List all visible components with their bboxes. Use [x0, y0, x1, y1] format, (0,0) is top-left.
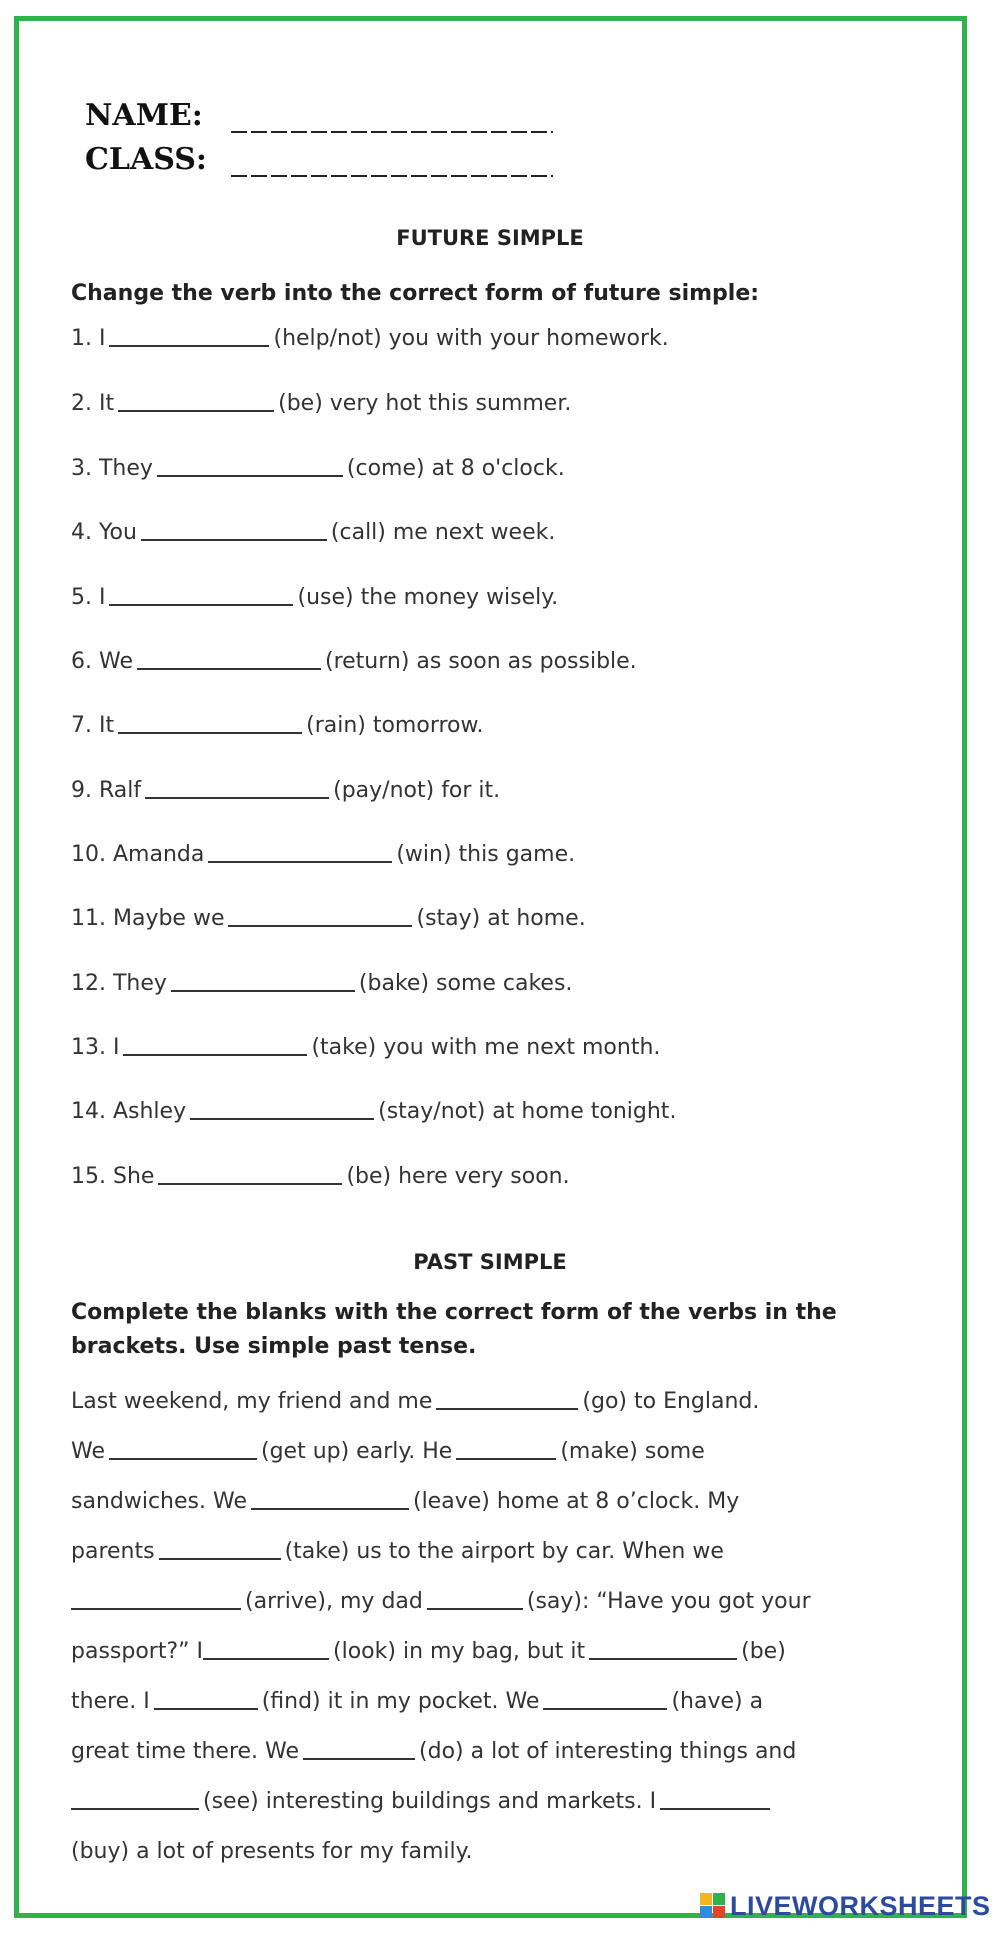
paragraph-line: great time there. We (do) a lot of interesting things and — [71, 1739, 797, 1764]
answer-blank[interactable] — [123, 1054, 307, 1056]
paragraph-line: there. I (find) it in my pocket. We (have) a — [71, 1689, 764, 1714]
paragraph-line: sandwiches. We (leave) home at 8 o’clock. My — [71, 1489, 740, 1514]
paragraph-line: Last weekend, my friend and me (go) to England. — [71, 1389, 760, 1414]
future-item-7: 7. It (rain) tomorrow. — [71, 713, 484, 738]
student-info — [85, 94, 553, 182]
paragraph-line: passport?” I (look) in my bag, but it (be) — [71, 1639, 786, 1664]
answer-blank[interactable] — [71, 1808, 199, 1810]
answer-blank[interactable] — [589, 1658, 737, 1660]
past-simple-title: PAST SIMPLE — [413, 1250, 567, 1274]
past-paragraph — [71, 1385, 931, 1885]
name-row — [85, 94, 553, 138]
answer-blank[interactable] — [543, 1708, 667, 1710]
answer-blank[interactable] — [251, 1508, 409, 1510]
future-item-10: 10. Amanda (win) this game. — [71, 842, 576, 867]
future-simple-title: FUTURE SIMPLE — [396, 226, 584, 250]
future-instruction: Change the verb into the correct form of future simple: — [71, 281, 760, 306]
brand-name: LIVEWORKSHEETS — [730, 1890, 991, 1921]
paragraph-line: (see) interesting buildings and markets. I — [71, 1785, 931, 1835]
answer-blank[interactable] — [456, 1458, 556, 1460]
past-instruction: Complete the blanks with the correct form of the verbs in the brackets. Use simple past tense. — [71, 1300, 837, 1359]
paragraph-line: (arrive), my dad (say): “Have you got your — [71, 1585, 931, 1635]
name-label: NAME: — [85, 98, 203, 133]
answer-blank[interactable] — [303, 1758, 415, 1760]
answer-blank[interactable] — [137, 668, 321, 670]
future-item-2: 2. It (be) very hot this summer. — [71, 391, 572, 416]
answer-blank[interactable] — [190, 1118, 374, 1120]
answer-blank[interactable] — [228, 925, 412, 927]
answer-blank[interactable] — [71, 1608, 241, 1610]
answer-blank[interactable] — [141, 539, 327, 541]
future-item-11: 11. Maybe we (stay) at home. — [71, 906, 586, 931]
answer-blank[interactable] — [118, 410, 274, 412]
class-row — [85, 138, 553, 182]
future-item-9: 9. Ralf (pay/not) for it. — [71, 778, 501, 803]
answer-blank[interactable] — [154, 1708, 258, 1710]
future-item-3: 3. They (come) at 8 o'clock. — [71, 456, 565, 481]
paragraph-line: (buy) a lot of presents for my family. — [71, 1839, 473, 1864]
paragraph-line: We (get up) early. He (make) some — [71, 1439, 705, 1464]
answer-blank[interactable] — [203, 1658, 329, 1660]
future-item-13: 13. I (take) you with me next month. — [71, 1035, 661, 1060]
answer-blank[interactable] — [436, 1408, 578, 1410]
future-item-14: 14. Ashley (stay/not) at home tonight. — [71, 1099, 677, 1124]
class-label: CLASS: — [85, 142, 207, 177]
answer-blank[interactable] — [109, 345, 269, 347]
answer-blank[interactable] — [208, 861, 392, 863]
name-blank[interactable] — [231, 131, 553, 133]
future-item-15: 15. She (be) here very soon. — [71, 1164, 570, 1189]
future-item-5: 5. I (use) the money wisely. — [71, 585, 559, 610]
answer-blank[interactable] — [109, 604, 293, 606]
paragraph-line: parents (take) us to the airport by car. When we — [71, 1539, 724, 1564]
future-item-6: 6. We (return) as soon as possible. — [71, 649, 637, 674]
class-blank[interactable] — [231, 175, 553, 177]
answer-blank[interactable] — [157, 475, 343, 477]
answer-blank[interactable] — [427, 1608, 523, 1610]
logo-cubes-icon — [700, 1893, 726, 1919]
future-item-4: 4. You (call) me next week. — [71, 520, 556, 545]
answer-blank[interactable] — [158, 1183, 342, 1185]
answer-blank[interactable] — [145, 797, 329, 799]
liveworksheets-logo — [700, 1890, 991, 1922]
answer-blank[interactable] — [118, 732, 302, 734]
answer-blank[interactable] — [109, 1458, 257, 1460]
future-item-1: 1. I (help/not) you with your homework. — [71, 326, 669, 351]
answer-blank[interactable] — [171, 990, 355, 992]
answer-blank[interactable] — [159, 1558, 281, 1560]
answer-blank[interactable] — [660, 1808, 770, 1810]
future-item-12: 12. They (bake) some cakes. — [71, 971, 573, 996]
